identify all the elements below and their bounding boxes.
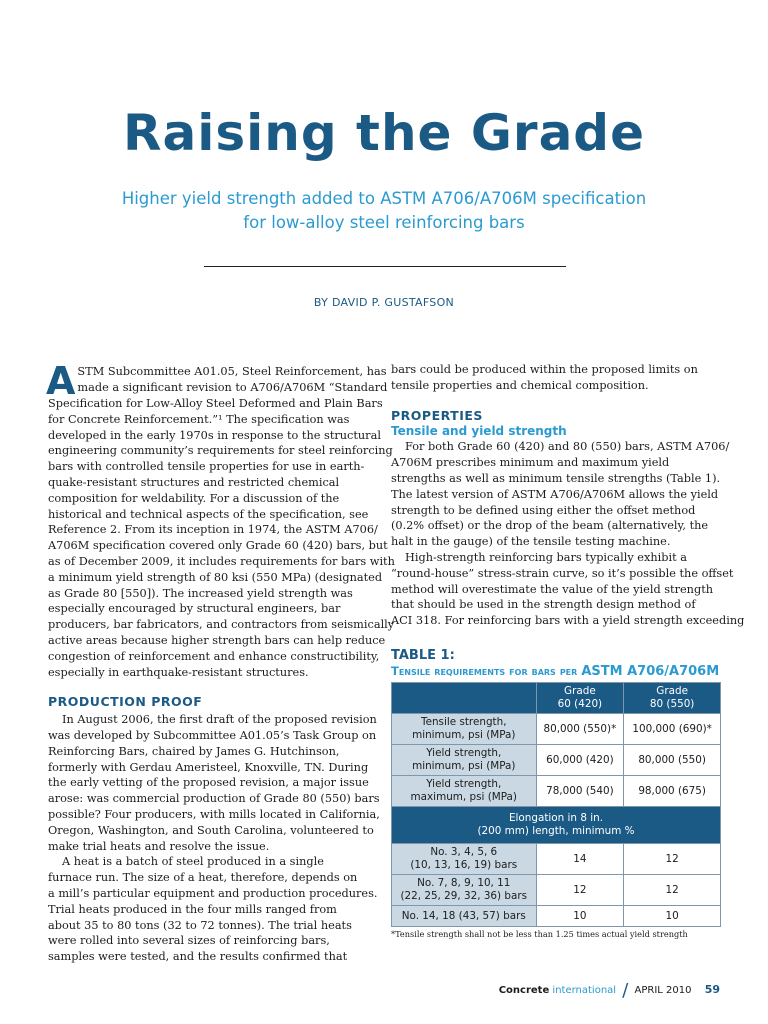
text-line: a minimum yield strength of 80 ksi (550 MPa) (designated (48, 570, 383, 584)
text-line: Specification for Low-Alloy Steel Deformed and Plain Bars (48, 397, 383, 410)
row-header-line: maximum, psi (MPa) (410, 791, 517, 803)
text-line: tensile properties and chemical composition. (391, 378, 649, 392)
text-line: as Grade 80 [550]). The increased yield strength was (48, 586, 353, 600)
text-line: formerly with Gerdau Ameristeel, Knoxville, TN. During (48, 760, 369, 774)
text-line: especially encouraged by structural engineers, bar (48, 602, 341, 616)
row-header (392, 745, 537, 776)
text-line: especially in earthquake-resistant structures. (48, 665, 309, 679)
row-header-line: Yield strength, (426, 778, 502, 790)
text-line: composition for weldability. For a discussion of the (48, 491, 340, 505)
left-column (46, 359, 395, 965)
row-header-line: (10, 13, 16, 19) bars (410, 859, 518, 871)
table-cell: 80,000 (550) (624, 745, 721, 776)
elongation-header (392, 807, 721, 844)
table-caption (391, 663, 721, 680)
footer-divider: / (622, 980, 629, 1001)
text-line: samples were tested, and the results confirmed that (48, 950, 348, 964)
row-header-line: minimum, psi (MPa) (412, 729, 516, 741)
text-line: High-strength reinforcing bars typically exhibit a (405, 550, 687, 564)
table-corner-cell (392, 683, 537, 714)
heat-paragraph (48, 854, 378, 965)
text-line: was developed by Subcommittee A01.05’s Task Group on (48, 728, 377, 742)
text-line: Oregon, Washington, and South Carolina, volunteered to (48, 823, 374, 837)
column-header-grade-60 (536, 683, 624, 714)
text-line: furnace run. The size of a heat, therefore, depends on (48, 871, 358, 885)
text-line: Reinforcing Bars, chaired by James G. Hutchinson, (48, 744, 340, 758)
subtitle-line: Higher yield strength added to ASTM A706/A706M specification (121, 189, 647, 208)
text-line: made a significant revision to A706/A706M “Standard (77, 380, 388, 394)
header-line: (200 mm) length, minimum % (477, 825, 635, 837)
text-line: halt in the gauge) of the tensile testing machine. (391, 535, 671, 549)
text-line: as of December 2009, it includes requirements for bars with (48, 554, 395, 568)
text-line: the early vetting of the proposed revision, a major issue (48, 776, 369, 790)
table-cell: 98,000 (675) (624, 776, 721, 807)
properties-paragraph (391, 439, 730, 550)
table-cell: 10 (536, 906, 624, 927)
text-line: In August 2006, the first draft of the proposed revision (62, 713, 377, 727)
production-paragraph (48, 712, 378, 854)
text-line: A706M specification covered only Grade 60 (420) bars, but (48, 539, 388, 553)
row-header-line: No. 7, 8, 9, 10, 11 (417, 877, 511, 889)
text-line: For both Grade 60 (420) and 80 (550) bars, ASTM A706/ (405, 440, 730, 454)
row-header (392, 844, 537, 875)
text-line: congestion of reinforcement and enhance constructibility, (48, 649, 380, 663)
table-cell: 12 (624, 844, 721, 875)
table-header-row (392, 683, 721, 714)
header-line: Grade (564, 685, 596, 697)
text-line: strengths as well as minimum tensile strengths (Table 1). (391, 471, 721, 485)
table-cell: 12 (624, 875, 721, 906)
row-header (392, 875, 537, 906)
table-1 (391, 648, 721, 940)
row-header (392, 776, 537, 807)
table-cell: 60,000 (420) (536, 745, 624, 776)
row-header-line: Yield strength, (426, 747, 502, 759)
header-line: 80 (550) (649, 698, 695, 710)
subtitle-line: for low-alloy steel reinforcing bars (243, 213, 525, 232)
text-line: that should be used in the strength design method of (391, 598, 696, 612)
text-line: A heat is a batch of steel produced in a single (62, 855, 324, 869)
text-line: ACI 318. For reinforcing bars with a yield strength exceeding (391, 614, 745, 628)
header-line: Grade (656, 685, 688, 697)
text-line: strength to be defined using either the offset method (391, 503, 696, 517)
right-column (391, 362, 745, 629)
table-caption-spec: ASTM A706/A706M (581, 664, 720, 679)
text-line: for Concrete Reinforcement.”¹ The specification was (48, 412, 350, 426)
text-line: make trial heats and resolve the issue. (48, 839, 270, 853)
column-header-grade-80 (624, 683, 721, 714)
table-row (392, 906, 721, 927)
text-line: (0.2% offset) or the drop of the beam (alternatively, the (391, 519, 709, 533)
text-line: “round-house” stress-strain curve, so it’s possible the offset (391, 566, 734, 580)
text-line: A706M prescribes minimum and maximum yield (391, 456, 670, 470)
text-line: STM Subcommittee A01.05, Steel Reinforcement, has (77, 365, 387, 378)
text-line: historical and technical aspects of the specification, see (48, 507, 369, 521)
byline: BY DAVID P. GUSTAFSON (313, 296, 455, 309)
drop-cap: A (46, 359, 76, 403)
row-header-line: No. 14, 18 (43, 57) bars (401, 909, 526, 922)
title-divider (204, 266, 566, 267)
table-cell: 78,000 (540) (536, 776, 624, 807)
row-header-line: Tensile strength, (421, 716, 507, 728)
text-line: were rolled into several sizes of reinforcing bars, (48, 934, 330, 948)
table-cell: 14 (536, 844, 624, 875)
page-footer (499, 980, 720, 1001)
text-line: about 35 to 80 tons (32 to 72 tonnes). The trial heats (48, 918, 352, 932)
subheading-tensile-yield: Tensile and yield strength (391, 424, 567, 439)
table-row (392, 714, 721, 745)
table-section-header-row (392, 807, 721, 844)
table-cell: 10 (624, 906, 721, 927)
text-line: bars with controlled tensile properties for use in earth- (48, 460, 365, 474)
row-header (392, 906, 537, 927)
magazine-name: Concrete (498, 985, 550, 996)
table-cell: 80,000 (550)* (536, 714, 624, 745)
header-line: 60 (420) (557, 698, 603, 710)
magazine-name-suffix: international (552, 985, 617, 996)
page-number: 59 (704, 983, 720, 996)
row-header-line: (22, 25, 29, 32, 36) bars (400, 890, 528, 902)
tensile-requirements-table (391, 682, 721, 927)
text-line: possible? Four producers, with mills located in California, (48, 807, 380, 821)
intro-paragraph (48, 396, 395, 680)
text-line: producers, bar fabricators, and contractors from seismically (48, 618, 395, 632)
roundhouse-paragraph (391, 550, 745, 629)
text-line: Trial heats produced in the four mills ranged from (48, 902, 337, 916)
text-line: Reference 2. From its inception in 1974, the ASTM A706/ (48, 523, 378, 537)
text-line: quake-resistant structures and restricted chemical (48, 475, 340, 489)
table-row (392, 875, 721, 906)
article-title: Raising the Grade (122, 104, 646, 162)
text-line: developed in the early 1970s in response to the structural (48, 428, 381, 442)
table-row (392, 776, 721, 807)
text-line: bars could be produced within the proposed limits on (391, 363, 698, 376)
table-caption-prefix: Tensile requirements for bars per (391, 664, 578, 678)
row-header-line: minimum, psi (MPa) (412, 760, 516, 772)
section-heading-production-proof: PRODUCTION PROOF (48, 694, 203, 710)
text-line: active areas because higher strength bars can help reduce (48, 633, 386, 647)
text-line: engineering community’s requirements for steel reinforcing (48, 444, 393, 458)
table-label: TABLE 1: (391, 648, 455, 663)
issue-date: APRIL 2010 (634, 985, 692, 996)
text-line: arose: was commercial production of Grade 80 (550) bars (48, 792, 380, 806)
text-line: a mill’s particular equipment and production procedures. (48, 886, 378, 900)
text-line: The latest version of ASTM A706/A706M allows the yield (391, 487, 719, 501)
table-row (392, 745, 721, 776)
table-row (392, 844, 721, 875)
table-footnote: *Tensile strength shall not be less than 1.25 times actual yield strength (391, 929, 688, 939)
text-line: method will overestimate the value of the yield strength (391, 582, 714, 596)
row-header (392, 714, 537, 745)
header-line: Elongation in 8 in. (508, 812, 604, 824)
table-cell: 100,000 (690)* (624, 714, 721, 745)
row-header-line: No. 3, 4, 5, 6 (430, 846, 498, 858)
table-cell: 12 (536, 875, 624, 906)
section-heading-properties: PROPERTIES (391, 407, 483, 423)
article-subtitle (84, 187, 684, 235)
